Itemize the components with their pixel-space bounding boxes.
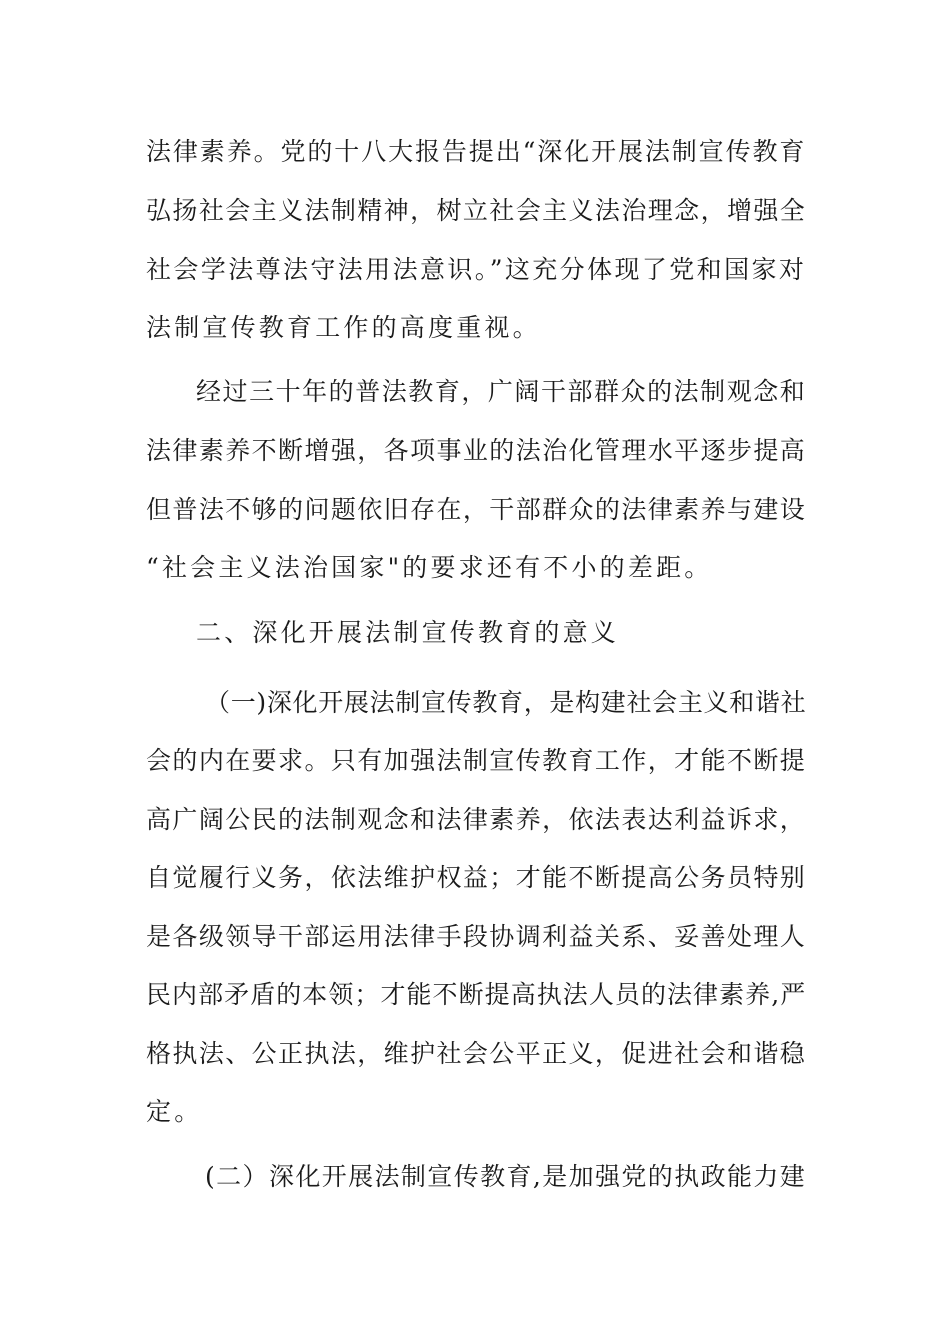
text-line: 格执法、公正执法，维护社会公平正义，促进社会和谐稳 [146, 1039, 806, 1068]
text-line: 法律素养不断增强，各项事业的法治化管理水平逐步提高 [146, 436, 806, 465]
text-line: 法律素养。党的十八大报告提出“深化开展法制宣传教育 [146, 137, 806, 166]
text-line: （一)深化开展法制宣传教育，是构建社会主义和谐社 [205, 688, 806, 717]
text-line: 高广阔公民的法制观念和法律素养，依法表达利益诉求， [146, 805, 806, 834]
text-line: 定。 [146, 1097, 203, 1126]
text-line: 法制宣传教育工作的高度重视。 [146, 313, 541, 342]
text-line: 弘扬社会主义法制精神，树立社会主义法治理念，增强全 [146, 196, 806, 225]
text-line: 但普法不够的问题依旧存在，干部群众的法律素养与建设 [146, 495, 806, 524]
text-line: 会的内在要求。只有加强法制宣传教育工作，才能不断提 [146, 746, 806, 775]
text-line: (二）深化开展法制宣传教育,是加强党的执政能力建 [205, 1162, 806, 1191]
text-line: “社会主义法治国家"的要求还有不小的差距。 [146, 553, 713, 582]
text-line: 经过三十年的普法教育，广阔干部群众的法制观念和 [196, 377, 806, 406]
text-line: 是各级领导干部运用法律手段协调利益关系、妥善处理人 [146, 922, 806, 951]
section-heading: 二、深化开展法制宣传教育的意义 [196, 618, 620, 647]
text-line: 民内部矛盾的本领；才能不断提高执法人员的法律素养,严 [146, 980, 806, 1009]
text-line: 自觉履行义务，依法维护权益；才能不断提高公务员特别 [146, 863, 806, 892]
text-line: 社会学法尊法守法用法意识。”这充分体现了党和国家对 [146, 255, 807, 284]
